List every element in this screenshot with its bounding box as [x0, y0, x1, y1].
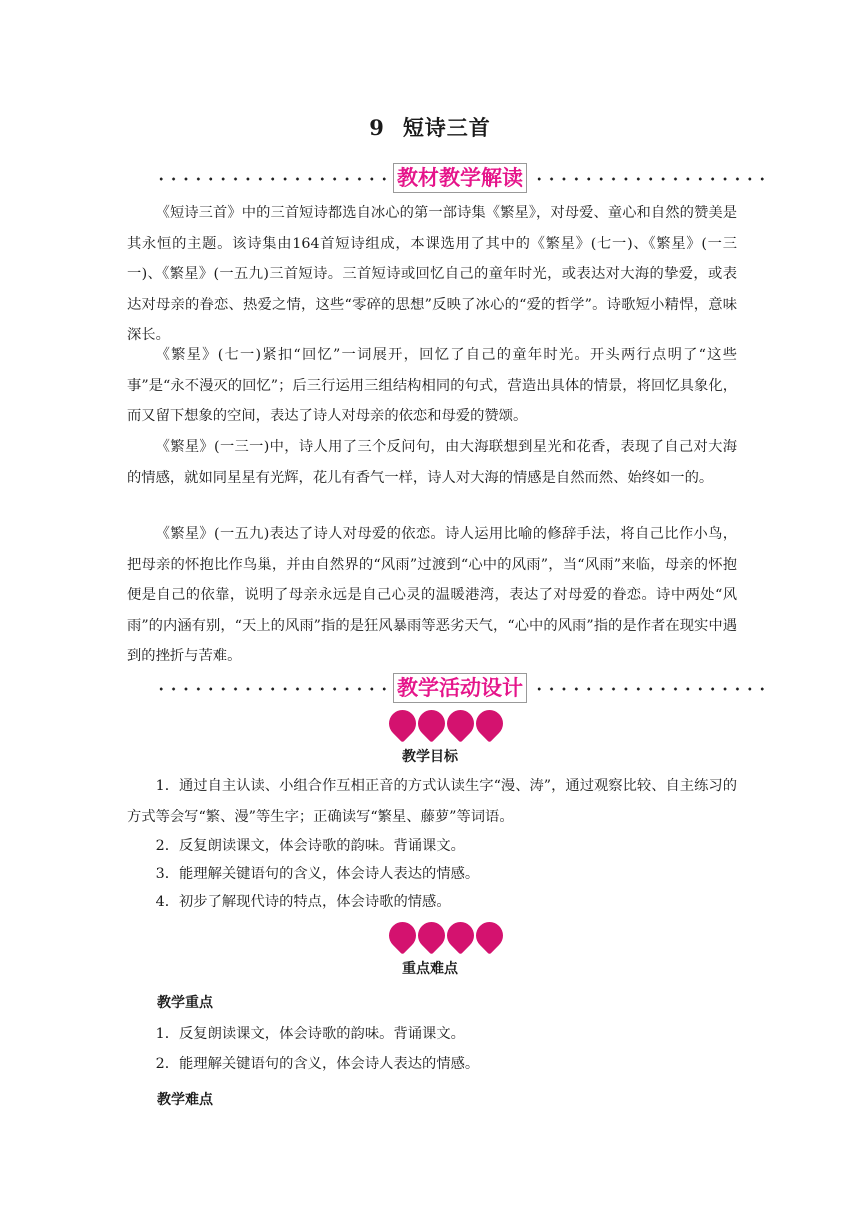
subheading-keypoints: 重点难点 [402, 961, 458, 977]
paragraph-2: 《繁星》(七一)紧扣“回忆”一词展开，回忆了自己的童年时光。开头两行点明了“这些事”是“永不漫灭的回忆”；后三行运用三组结构相同的句式，营造出具体的情景，将回忆具象化，而又留下想象的空间，表达了诗人对母亲的依恋和母爱的赞颂。 [127, 347, 737, 424]
goal-item-1: 1．通过自主认读、小组合作互相正音的方式认读生字“漫、涛”，通过观察比较、自主练习的方式等会写“繁、漫”等生字；正确读写“繁星、藤萝”等词语。 [127, 778, 737, 825]
petal-icon [441, 916, 479, 954]
petal-icon [470, 916, 508, 954]
goal-item-4: 4．初步了解现代诗的特点，体会诗歌的情感。 [155, 894, 451, 910]
dotted-rule-right [533, 687, 765, 691]
petal-icon [441, 704, 479, 742]
focus-item-2: 2．能理解关键语句的含义，体会诗人表达的情感。 [155, 1056, 480, 1072]
paragraph-3: 《繁星》(一三一)中，诗人用了三个反问句，由大海联想到星光和花香，表现了自己对大海的情感，就如同星星有光辉，花儿有香气一样，诗人对大海的情感是自然而然、始终如一的。 [127, 439, 737, 486]
petal-icon [383, 704, 421, 742]
section-divider-activity [155, 673, 765, 703]
paragraph-4: 《繁星》(一五九)表达了诗人对母爱的依恋。诗人运用比喻的修辞手法，将自己比作小鸟，把母亲的怀抱比作鸟巢，并由自然界的“风雨”过渡到“心中的风雨”，当“风雨”来临，母亲的怀抱便是自己的依靠，说明了母亲永远是自己心灵的温暖港湾，表达了对母爱的眷恋。诗中两处“风雨”的内涵有别，“天上的风雨”指的是狂风暴雨等恶劣天气，“心中的风雨”指的是作者在现实中遇到的挫折与苦难。 [127, 526, 737, 664]
section-divider-interpretation [155, 163, 765, 193]
difficulty-label: 教学难点 [157, 1092, 213, 1108]
focus-item-1: 1．反复朗读课文，体会诗歌的韵味。背诵课文。 [155, 1026, 465, 1042]
paragraph-1: 《短诗三首》中的三首短诗都选自冰心的第一部诗集《繁星》，对母爱、童心和自然的赞美是其永恒的主题。该诗集由164首短诗组成，本课选用了其中的《繁星》(七一)、《繁星》(一三一)、《繁星》(一五九)三首短诗。三首短诗或回忆自己的童年时光，或表达对大海的挚爱，或表达对母亲的眷恋、热爱之情，这些“零碎的思想”反映了冰心的“爱的哲学”。诗歌短小精悍，意味深长。 [127, 205, 737, 343]
lesson-number: 9 [369, 115, 385, 140]
petal-badge-icon [388, 710, 504, 738]
subheading-goals: 教学目标 [402, 749, 458, 765]
focus-label: 教学重点 [157, 995, 213, 1011]
section-heading-interpretation: 教材教学解读 [393, 163, 527, 193]
petal-badge-icon [388, 922, 504, 950]
section-heading-activity: 教学活动设计 [393, 673, 527, 703]
goal-item-3: 3．能理解关键语句的含义，体会诗人表达的情感。 [155, 866, 480, 882]
petal-icon [383, 916, 421, 954]
lesson-title [0, 112, 860, 142]
dotted-rule-left [155, 687, 387, 691]
petal-icon [470, 704, 508, 742]
dotted-rule-left [155, 177, 387, 181]
lesson-title-text: 短诗三首 [402, 116, 491, 140]
petal-icon [412, 704, 450, 742]
goal-item-2: 2．反复朗读课文，体会诗歌的韵味。背诵课文。 [155, 838, 465, 854]
dotted-rule-right [533, 177, 765, 181]
petal-icon [412, 916, 450, 954]
